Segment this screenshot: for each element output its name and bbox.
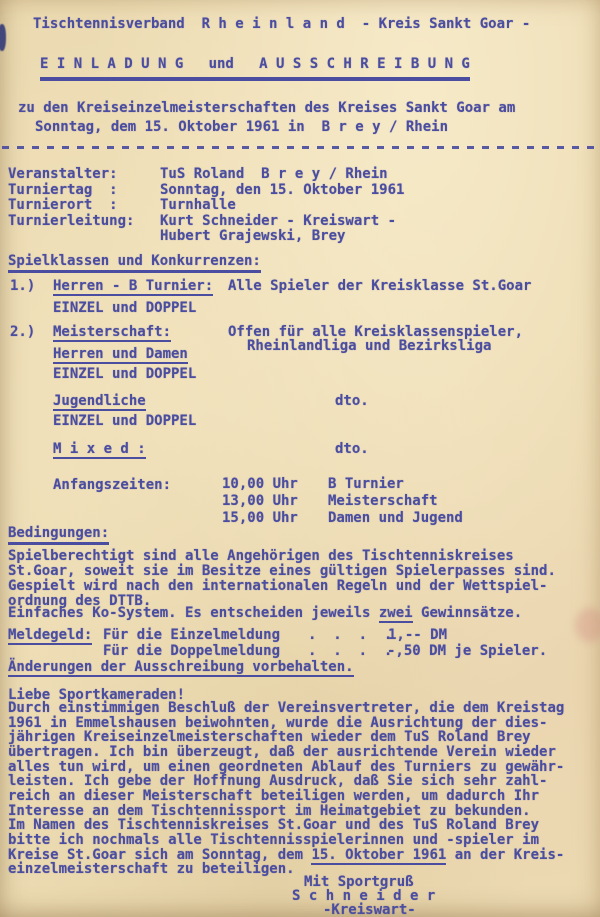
section-heading-bedingungen: Bedingungen: <box>8 525 109 541</box>
item1-name: Herren - B Turnier: <box>53 278 214 294</box>
fee1-dots: . . . . <box>308 627 393 643</box>
info-value: Turnhalle <box>160 197 236 213</box>
fee1-text: Für die Einzelmeldung <box>103 627 281 643</box>
start-event: Damen und Jugend <box>328 510 463 526</box>
text-line: Im Namen des Tischtenniskreises St.Goar und des TuS Roland Brey <box>8 817 540 834</box>
start-time-row <box>222 476 404 492</box>
info-label: Turniertag : <box>8 182 118 198</box>
ko-system-line: Einfaches Ko-System. Es entscheiden jeweils zwei Gewinnsätze. <box>8 605 523 621</box>
info-label: Veranstalter: <box>8 166 118 182</box>
fee-label: Meldegeld: <box>8 627 93 643</box>
org-line: Tischtennisverband R h e i n l a n d - Kreis Sankt Goar - <box>33 16 531 32</box>
page-title: E I N L A D U N G und A U S S C H R E I B U N G <box>40 56 470 81</box>
text-line: Kreise St.Goar sich am Sonntag, dem 15. Oktober 1961 an der Kreis- <box>8 846 565 863</box>
info-value: Hubert Grajewski, Brey <box>160 228 346 244</box>
item2-name: Meisterschaft: <box>53 324 172 340</box>
text-line: bitte ich nochmals alle Tischtennisspielerinnen und -spieler im <box>8 831 540 848</box>
youth-name: Jugendliche <box>53 393 146 409</box>
info-label: Turnierleitung: <box>8 213 135 229</box>
info-label: Turnierort : <box>8 197 118 213</box>
text-line: leisten. Ich gebe der Hoffnung Ausdruck, daß Sie sich sehr zahl- <box>8 773 548 790</box>
youth-dto: dto. <box>335 393 369 409</box>
fee2-dots: . . . . <box>308 643 393 659</box>
info-value: Sonntag, den 15. Oktober 1961 <box>160 182 405 198</box>
info-value: TuS Roland B r e y / Rhein <box>160 166 388 182</box>
start-time: 10,00 Uhr <box>222 476 298 492</box>
mixed-dto: dto. <box>335 441 369 457</box>
start-times-label: Anfangszeiten: <box>53 477 172 493</box>
text-line: Durch einstimmigen Beschluß der Vereinsvertreter, die dem Kreistag <box>8 700 565 716</box>
changes-note: Änderungen der Ausschreibung vorbehalten. <box>8 659 354 675</box>
text-line: Interesse an dem Tischtennissport im Heimatgebiet zu bekunden. <box>8 802 531 819</box>
paper-stain <box>575 608 600 642</box>
section-heading-spielklassen: Spielklassen und Konkurrenzen: <box>8 253 261 269</box>
text-line: Spielberechtigt sind alle Angehörigen des Tischtenniskreises <box>8 548 514 564</box>
info-row-leitung2 <box>8 228 345 244</box>
item2-eligibility-1: Offen für alle Kreisklassenspieler, <box>228 324 524 340</box>
mixed-name: M i x e d : <box>53 441 146 457</box>
start-event: B Turnier <box>328 476 404 492</box>
fee1-amount: 1,-- DM <box>388 627 448 643</box>
item2-number: 2.) <box>10 324 36 340</box>
text-line: St.Goar, soweit sie im Besitze eines gültigen Spielerpasses sind. <box>8 563 556 579</box>
start-event: Meisterschaft <box>328 493 438 509</box>
start-time: 15,00 Uhr <box>222 510 298 526</box>
fee2-text: Für die Doppelmeldung <box>103 643 281 659</box>
letter-salutation: Liebe Sportkameraden! <box>8 687 186 703</box>
fee2-amount: -,50 DM je Spieler. <box>387 643 548 659</box>
item2-events: EINZEL und DOPPEL <box>53 366 197 382</box>
start-time-row <box>222 510 463 526</box>
item1-eligibility: Alle Spieler der Kreisklasse St.Goar <box>228 278 532 294</box>
text-line: alles tun wird, um einen geordneten Ablauf des Turniers zu gewähr- <box>8 758 565 775</box>
item2-subname: Herren und Damen <box>53 346 188 362</box>
intro-line-1: zu den Kreiseinzelmeisterschaften des Kreises Sankt Goar am <box>18 100 516 116</box>
item1-number: 1.) <box>10 278 36 294</box>
youth-events: EINZEL und DOPPEL <box>53 413 197 429</box>
text-line: übertragen. Ich bin überzeugt, daß der ausrichtende Verein wieder <box>8 743 556 760</box>
start-time-row <box>222 493 438 509</box>
dashed-separator <box>2 146 598 149</box>
letter-body <box>8 701 564 877</box>
item1-events: EINZEL und DOPPEL <box>53 300 197 316</box>
start-time: 13,00 Uhr <box>222 493 298 509</box>
signature-name: S c h n e i d e r <box>292 888 436 904</box>
conditions-paragraph <box>8 549 556 609</box>
info-value: Kurt Schneider - Kreiswart - <box>160 213 397 229</box>
text-line: Gespielt wird nach den internationalen Regeln und der Wettspiel- <box>8 578 548 594</box>
text-line: reich an dieser Meisterschaft beteiligen werden, um dadurch Ihr <box>8 787 540 804</box>
ink-smudge <box>0 24 6 51</box>
text-line: ordnung des DTTB. <box>8 593 152 609</box>
info-row-turnierort <box>8 197 236 213</box>
info-row-turniertag <box>8 182 404 198</box>
info-row-turnierleitung <box>8 213 396 229</box>
signature-role: -Kreiswart- <box>323 902 416 917</box>
text-line: 1961 in Emmelshausen beiwohnten, wurde die Ausrichtung der dies- <box>8 714 548 731</box>
text-line: einzelmeisterschaft zu beteiligen. <box>8 861 295 878</box>
info-row-veranstalter <box>8 166 388 182</box>
closing-greeting: Mit Sportgruß <box>304 874 414 890</box>
item2-eligibility-2: Rheinlandliga und Bezirksliga <box>247 338 492 354</box>
text-line: jährigen Kreiseinzelmeisterschaften wieder dem TuS Roland Brey <box>8 729 531 746</box>
intro-line-2: Sonntag, dem 15. Oktober 1961 in B r e y / Rhein <box>35 119 449 135</box>
